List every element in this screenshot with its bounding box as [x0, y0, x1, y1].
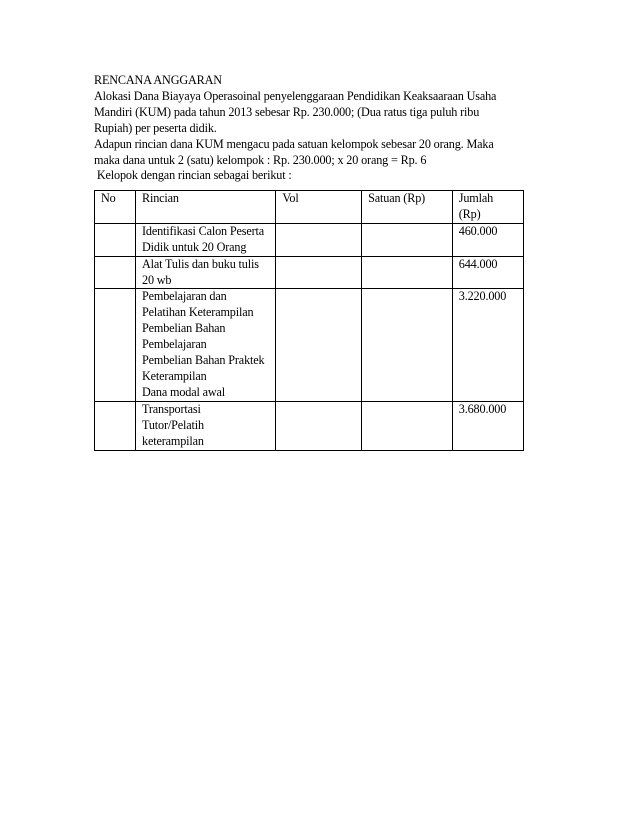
budget-table [94, 190, 524, 451]
cell-jumlah: 644.000 [452, 256, 523, 289]
cell-satuan [362, 401, 453, 450]
table-row [95, 256, 524, 289]
rincian-line: Identifikasi Calon Peserta [142, 223, 265, 238]
cell-vol [276, 401, 362, 450]
cell-rincian [136, 289, 276, 401]
cell-no [95, 223, 136, 256]
document-title: RENCANA ANGGARAN [94, 73, 222, 87]
body-line: maka dana untuk 2 (satu) kelompok : Rp. 230.000; x 20 orang = Rp. 6 [94, 152, 427, 167]
table-row [95, 223, 524, 256]
rincian-line: Transportasi [142, 401, 201, 416]
cell-jumlah: 3.680.000 [452, 401, 523, 450]
rincian-line: Tutor/Pelatih [142, 417, 204, 432]
rincian-line: Dana modal awal [142, 384, 226, 399]
cell-rincian [136, 256, 276, 289]
rincian-line: 20 wb [142, 272, 172, 287]
body-line: Rupiah) per peserta didik. [94, 120, 217, 135]
cell-satuan [362, 223, 453, 256]
rincian-line: keterampilan [142, 433, 204, 448]
header-rincian: Rincian [136, 191, 276, 224]
cell-rincian [136, 223, 276, 256]
table-row [95, 289, 524, 401]
body-line: Kelopok dengan rincian sebagai berikut : [94, 168, 292, 183]
body-line: Adapun rincian dana KUM mengacu pada satuan kelompok sebesar 20 orang. Maka [94, 136, 494, 151]
cell-jumlah: 460.000 [452, 223, 523, 256]
rincian-line: Pembelian Bahan [142, 321, 226, 336]
header-vol: Vol [276, 191, 362, 224]
cell-no [95, 401, 136, 450]
cell-no [95, 289, 136, 401]
rincian-line: Pembelajaran dan [142, 289, 227, 304]
header-jumlah: Jumlah (Rp) [452, 191, 523, 224]
rincian-line: Pembelian Bahan Praktek [142, 353, 265, 368]
cell-no [95, 256, 136, 289]
cell-vol [276, 256, 362, 289]
body-line: Mandiri (KUM) pada tahun 2013 sebesar Rp. 230.000; (Dua ratus tiga puluh ribu [94, 104, 480, 119]
cell-satuan [362, 289, 453, 401]
rincian-line: Keterampilan [142, 368, 207, 383]
cell-satuan [362, 256, 453, 289]
document-body [94, 73, 534, 184]
header-satuan: Satuan (Rp) [362, 191, 453, 224]
cell-vol [276, 223, 362, 256]
body-line: Alokasi Dana Biayaya Operasoinal penyelenggaraan Pendidikan Keaksaaraan Usaha [94, 88, 497, 103]
cell-jumlah: 3.220.000 [452, 289, 523, 401]
rincian-line: Pelatihan Keterampilan [142, 305, 254, 320]
cell-rincian [136, 401, 276, 450]
header-no: No [95, 191, 136, 224]
rincian-line: Pembelajaran [142, 337, 207, 352]
table-header-row [95, 191, 524, 224]
cell-vol [276, 289, 362, 401]
table-row [95, 401, 524, 450]
rincian-line: Didik untuk 20 Orang [142, 239, 247, 254]
rincian-line: Alat Tulis dan buku tulis [142, 256, 259, 271]
